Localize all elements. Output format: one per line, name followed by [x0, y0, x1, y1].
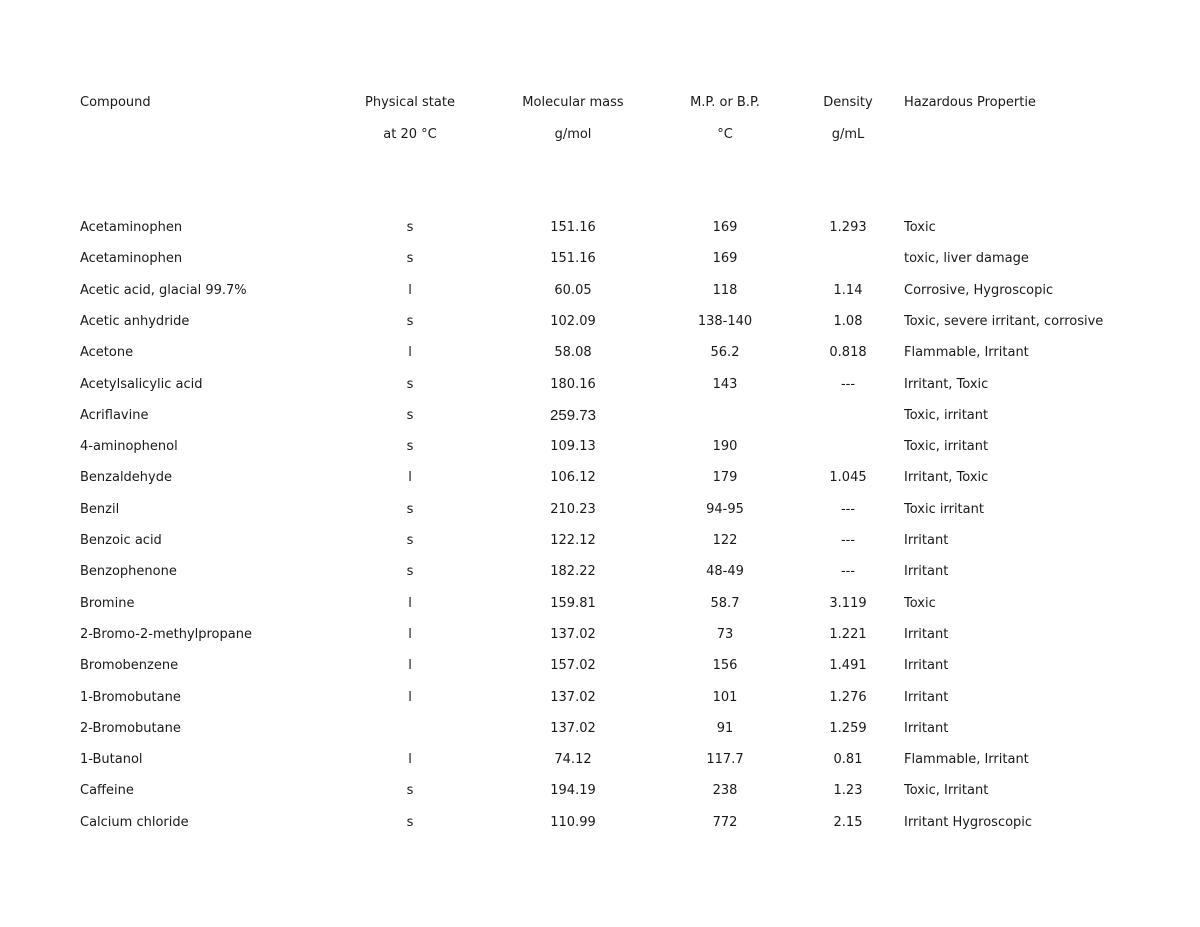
density-cell: ---	[840, 564, 856, 579]
mp-bp-cell: 122	[712, 533, 738, 548]
table-row	[0, 750, 1200, 770]
molecular-mass-cell: 210.23	[550, 502, 596, 517]
molecular-mass-cell: 137.02	[550, 721, 596, 736]
header-physical-state: Physical state	[365, 95, 455, 110]
table-row	[0, 781, 1200, 801]
physical-state-cell: l	[408, 690, 412, 705]
molecular-mass-cell: 58.08	[554, 345, 592, 360]
molecular-mass-cell: 122.12	[550, 533, 596, 548]
physical-state-cell: l	[408, 752, 412, 767]
compound-cell: Acetic acid, glacial 99.7%	[80, 283, 247, 298]
molecular-mass-cell: 106.12	[550, 470, 596, 485]
physical-state-cell	[350, 719, 470, 739]
mp-bp-cell: 238	[712, 783, 738, 798]
compound-cell: 1-Butanol	[80, 752, 143, 767]
mp-bp-cell: 58.7	[710, 596, 740, 611]
mp-bp-cell: 118	[712, 283, 738, 298]
physical-state-cell: s	[406, 408, 414, 423]
header-row-1	[0, 93, 1200, 113]
header-density-unit: g/mL	[831, 127, 865, 142]
table-row	[0, 343, 1200, 363]
hazard-cell: Toxic	[904, 220, 936, 235]
compound-cell: Benzaldehyde	[80, 470, 172, 485]
table-row	[0, 218, 1200, 238]
physical-state-cell: s	[406, 564, 414, 579]
hazard-cell: Flammable, Irritant	[904, 345, 1029, 360]
hazard-cell: Irritant Hygroscopic	[904, 815, 1033, 830]
physical-state-cell: s	[406, 502, 414, 517]
density-cell: 1.045	[829, 470, 867, 485]
compound-cell: Benzophenone	[80, 564, 177, 579]
molecular-mass-cell: 137.02	[550, 627, 596, 642]
hazard-cell: Toxic, irritant	[904, 439, 989, 454]
table-row	[0, 531, 1200, 551]
mp-bp-cell: 91	[716, 721, 734, 736]
physical-state-cell: l	[408, 345, 412, 360]
density-cell: 1.293	[829, 220, 867, 235]
mp-bp-cell: 94-95	[706, 502, 744, 517]
header-mass-unit: g/mol	[554, 127, 592, 142]
compound-cell: Acetic anhydride	[80, 314, 190, 329]
table-row	[0, 813, 1200, 833]
physical-state-cell: s	[406, 314, 414, 329]
density-cell: ---	[840, 377, 856, 392]
physical-state-cell: s	[406, 377, 414, 392]
compound-cell: Acriflavine	[80, 408, 149, 423]
hazard-cell: Toxic, Irritant	[904, 783, 989, 798]
hazard-cell: Irritant	[904, 627, 949, 642]
header-density: Density	[823, 95, 873, 110]
mp-bp-cell: 156	[712, 658, 738, 673]
compound-cell: Benzil	[80, 502, 120, 517]
hazard-cell: Irritant	[904, 658, 949, 673]
molecular-mass-cell: 194.19	[550, 783, 596, 798]
compound-cell: Acetylsalicylic acid	[80, 377, 203, 392]
molecular-mass-cell: 151.16	[550, 220, 596, 235]
header-state-unit: at 20 °C	[383, 127, 437, 142]
density-cell: 1.23	[833, 783, 863, 798]
molecular-mass-cell: 110.99	[550, 815, 596, 830]
table-row	[0, 249, 1200, 269]
mp-bp-cell: 56.2	[710, 345, 740, 360]
hazard-cell: Irritant	[904, 564, 949, 579]
compound-cell: 2-Bromobutane	[80, 721, 181, 736]
density-cell	[800, 437, 896, 457]
table-row	[0, 375, 1200, 395]
compound-cell: 2-Bromo-2-methylpropane	[80, 627, 252, 642]
header-hazardous-properties: Hazardous Propertie	[904, 95, 1036, 110]
molecular-mass-cell: 74.12	[554, 752, 592, 767]
density-cell	[800, 406, 896, 426]
density-cell: 1.221	[829, 627, 867, 642]
physical-state-cell: l	[408, 283, 412, 298]
density-cell: 0.81	[833, 752, 863, 767]
header-row-2	[0, 125, 1200, 145]
mp-bp-cell: 48-49	[706, 564, 744, 579]
density-cell: ---	[840, 533, 856, 548]
physical-state-cell: s	[406, 220, 414, 235]
hazard-cell: Toxic, irritant	[904, 408, 989, 423]
density-cell: 1.14	[833, 283, 863, 298]
compound-cell: Benzoic acid	[80, 533, 162, 548]
density-cell: 2.15	[833, 815, 863, 830]
molecular-mass-cell: 60.05	[554, 283, 592, 298]
hazard-cell: toxic, liver damage	[904, 251, 1029, 266]
physical-state-cell: s	[406, 533, 414, 548]
header-molecular-mass: Molecular mass	[522, 95, 624, 110]
hazard-cell: Toxic, severe irritant, corrosive	[904, 314, 1104, 329]
mp-bp-cell: 169	[712, 251, 738, 266]
compound-cell: 1-Bromobutane	[80, 690, 181, 705]
density-cell: 1.491	[829, 658, 867, 673]
compound-cell: Acetaminophen	[80, 251, 183, 266]
mp-bp-cell: 73	[716, 627, 734, 642]
table-row	[0, 406, 1200, 426]
density-cell: 0.818	[829, 345, 867, 360]
hazard-cell: Corrosive, Hygroscopic	[904, 283, 1054, 298]
molecular-mass-cell: 180.16	[550, 377, 596, 392]
density-cell: 1.259	[829, 721, 867, 736]
table-row	[0, 281, 1200, 301]
hazard-cell: Flammable, Irritant	[904, 752, 1029, 767]
molecular-mass-cell: 259.73	[550, 407, 596, 424]
compound-cell: 4-aminophenol	[80, 439, 178, 454]
mp-bp-cell: 179	[712, 470, 738, 485]
table-row	[0, 437, 1200, 457]
mp-bp-cell: 101	[712, 690, 738, 705]
mp-bp-cell: 190	[712, 439, 738, 454]
compound-cell: Acetaminophen	[80, 220, 183, 235]
hazard-cell: Irritant	[904, 721, 949, 736]
hazard-cell: Toxic irritant	[904, 502, 984, 517]
table-row	[0, 656, 1200, 676]
physical-state-cell: s	[406, 815, 414, 830]
density-cell: 1.276	[829, 690, 867, 705]
physical-state-cell: s	[406, 251, 414, 266]
table-row	[0, 312, 1200, 332]
density-cell: 3.119	[829, 596, 867, 611]
physical-state-cell: l	[408, 658, 412, 673]
table-row	[0, 468, 1200, 488]
hazard-cell: Irritant	[904, 690, 949, 705]
hazard-cell: Toxic	[904, 596, 936, 611]
mp-bp-cell: 143	[712, 377, 738, 392]
compound-cell: Calcium chloride	[80, 815, 189, 830]
table-row	[0, 562, 1200, 582]
table-row	[0, 719, 1200, 739]
mp-bp-cell: 772	[712, 815, 738, 830]
density-cell: ---	[840, 502, 856, 517]
mp-bp-cell	[660, 406, 790, 426]
hazard-cell: Irritant, Toxic	[904, 377, 989, 392]
physical-state-cell: l	[408, 470, 412, 485]
density-cell: 1.08	[833, 314, 863, 329]
compound-cell: Bromine	[80, 596, 135, 611]
molecular-mass-cell: 137.02	[550, 690, 596, 705]
header-mp-unit: °C	[717, 127, 733, 142]
compound-cell: Acetone	[80, 345, 134, 360]
molecular-mass-cell: 151.16	[550, 251, 596, 266]
table-row	[0, 500, 1200, 520]
mp-bp-cell: 169	[712, 220, 738, 235]
molecular-mass-cell: 157.02	[550, 658, 596, 673]
compound-cell: Caffeine	[80, 783, 134, 798]
molecular-mass-cell: 102.09	[550, 314, 596, 329]
table-row	[0, 594, 1200, 614]
hazard-cell: Irritant	[904, 533, 949, 548]
physical-state-cell: s	[406, 439, 414, 454]
physical-state-cell: l	[408, 627, 412, 642]
molecular-mass-cell: 109.13	[550, 439, 596, 454]
mp-bp-cell: 138-140	[697, 314, 753, 329]
physical-state-cell: s	[406, 783, 414, 798]
density-cell	[800, 249, 896, 269]
table-row	[0, 625, 1200, 645]
header-compound: Compound	[80, 95, 151, 110]
physical-state-cell: l	[408, 596, 412, 611]
hazard-cell: Irritant, Toxic	[904, 470, 989, 485]
table-row	[0, 688, 1200, 708]
molecular-mass-cell: 159.81	[550, 596, 596, 611]
mp-bp-cell: 117.7	[706, 752, 744, 767]
molecular-mass-cell: 182.22	[550, 564, 596, 579]
compound-cell: Bromobenzene	[80, 658, 179, 673]
header-melting-boiling-point: M.P. or B.P.	[690, 95, 760, 110]
